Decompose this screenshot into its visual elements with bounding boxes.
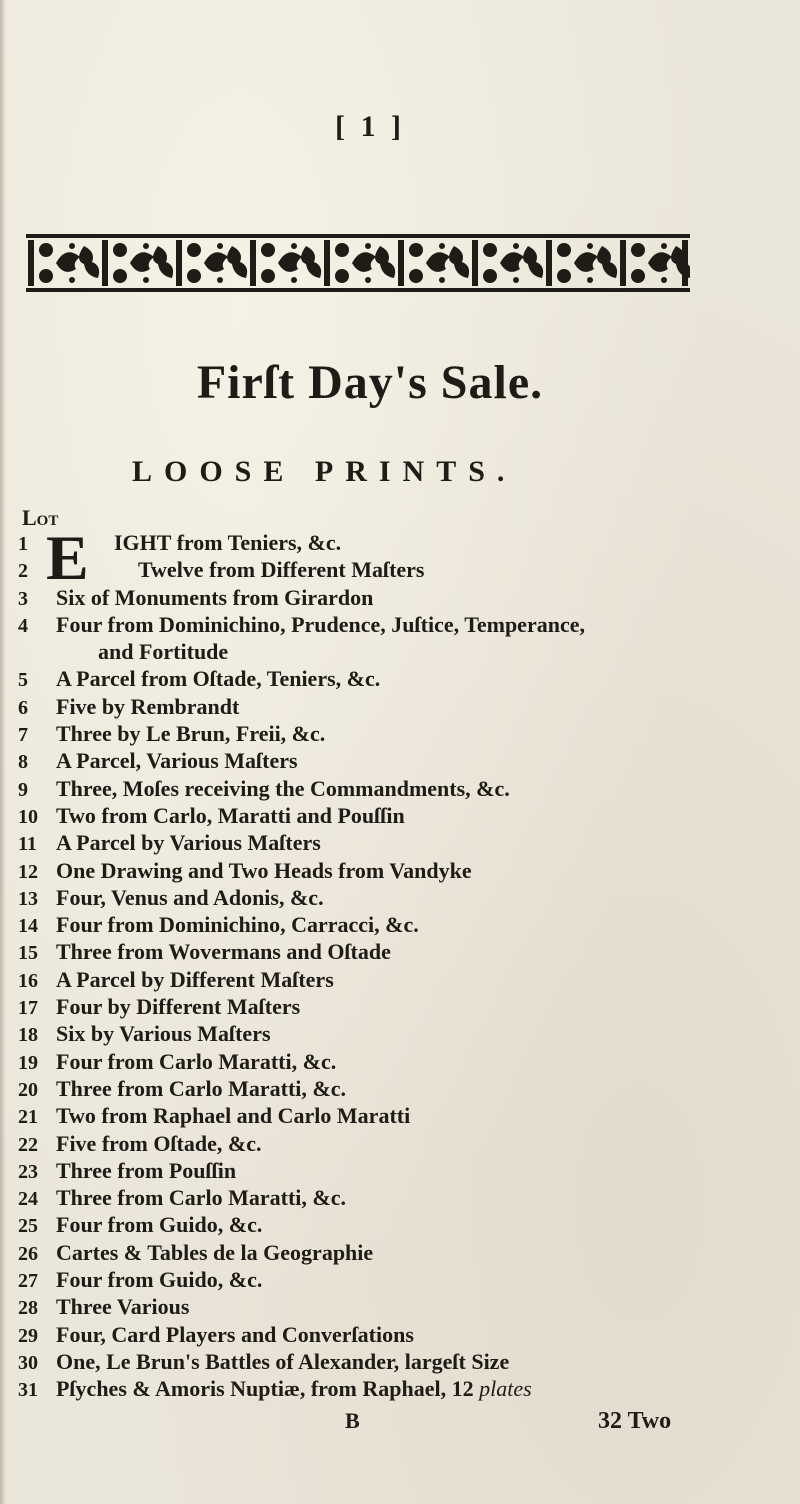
lot-description: Five from Oſtade, &c.: [56, 1130, 262, 1156]
lot-row: [18, 748, 778, 775]
page-title: Firſt Day's Sale.: [196, 356, 544, 409]
lot-description: Three from Pouſſin: [56, 1157, 237, 1183]
lot-number: 22: [18, 1133, 38, 1156]
lot-number: 15: [18, 942, 38, 965]
lot-description: Six of Monuments from Girardon: [56, 584, 374, 610]
lot-description: A Parcel by Various Maſters: [56, 830, 321, 856]
lot-number: 26: [18, 1242, 38, 1265]
lot-number: 5: [18, 669, 28, 692]
lot-number: 16: [18, 969, 38, 992]
lot-description: One, Le Brun's Battles of Alexander, largeſt Size: [56, 1348, 510, 1374]
lot-number: 13: [18, 887, 38, 910]
lot-description: Four by Different Maſters: [56, 994, 301, 1020]
lot-number: 25: [18, 1215, 38, 1238]
lot-row: [18, 585, 778, 612]
lot-description: Five by Rembrandt: [56, 693, 240, 719]
lot-description: A Parcel from Oſtade, Teniers, &c.: [56, 666, 381, 692]
lot-row: [18, 885, 778, 912]
lot-row: [18, 1349, 778, 1376]
lot-description: Three from Carlo Maratti, &c.: [56, 1185, 346, 1211]
lot-description-italic: plates: [479, 1376, 532, 1402]
drop-cap: E: [46, 522, 89, 593]
lot-description: Twelve from Different Maſters: [138, 557, 425, 583]
lot-description-continuation: and Fortitude: [98, 639, 229, 665]
lot-number: 29: [18, 1324, 38, 1347]
lot-number: 8: [18, 751, 28, 774]
lot-number: 2: [18, 560, 28, 583]
lot-row: [18, 967, 778, 994]
lot-row: [18, 1158, 778, 1185]
lot-row: [18, 721, 778, 748]
lot-row: [18, 1240, 778, 1267]
lot-row: [18, 1049, 778, 1076]
lot-row: [18, 1322, 778, 1349]
lot-number: 3: [18, 587, 28, 610]
lot-row: [18, 994, 778, 1021]
lot-row: [18, 1294, 778, 1321]
lot-number: 31: [18, 1379, 38, 1402]
lot-number: 17: [18, 997, 38, 1020]
lot-number: 7: [18, 724, 28, 747]
lot-number: 18: [18, 1024, 38, 1047]
lot-row: [18, 912, 778, 939]
lot-description: A Parcel by Different Maſters: [56, 966, 334, 992]
lot-number: 14: [18, 915, 38, 938]
signature-mark: B: [345, 1408, 360, 1433]
lot-description: Four from Guido, &c.: [56, 1212, 263, 1238]
lot-number: 4: [18, 614, 28, 637]
lot-description: Four from Dominichino, Prudence, Juſtice, Temperance,: [56, 611, 585, 637]
page-number: [ 1 ]: [335, 110, 405, 143]
lot-description: A Parcel, Various Maſters: [56, 748, 298, 774]
lot-list: [18, 522, 778, 1404]
lot-number: 9: [18, 778, 28, 801]
lot-description: Two from Carlo, Maratti and Pouſſin: [56, 802, 405, 828]
lot-number: 23: [18, 1160, 38, 1183]
lot-row: [18, 1103, 778, 1130]
lot-row: [18, 1212, 778, 1239]
lot-description: Three Various: [56, 1294, 190, 1320]
lot-number: 11: [18, 833, 37, 856]
lot-row: [18, 1267, 778, 1294]
lot-row: [18, 830, 778, 857]
lot-description: Three from Wovermans and Oſtade: [56, 939, 391, 965]
lot-number: 6: [18, 696, 28, 719]
section-heading: LOOSE PRINTS.: [132, 455, 517, 488]
lot-description: Four, Venus and Adonis, &c.: [56, 884, 324, 910]
lot-number: 20: [18, 1078, 38, 1101]
lot-number: 12: [18, 860, 38, 883]
page-gutter-shadow: [0, 0, 6, 1504]
lot-row: [18, 557, 778, 584]
lot-row: [18, 666, 778, 693]
lot-description: Three by Le Brun, Freii, &c.: [56, 721, 326, 747]
lot-description: One Drawing and Two Heads from Vandyke: [56, 857, 472, 883]
decorative-ornament-band-icon: [26, 232, 690, 294]
lot-description: IGHT from Teniers, &c.: [114, 530, 342, 555]
lot-description: Cartes & Tables de la Geographie: [56, 1239, 374, 1265]
lot-description-main: Pſyches & Amoris Nuptiæ, from Raphael, 12: [56, 1376, 480, 1402]
lot-description: Three from Carlo Maratti, &c.: [56, 1075, 346, 1101]
lot-description: Four from Guido, &c.: [56, 1267, 263, 1293]
lot-row: [18, 1185, 778, 1212]
lot-row: [18, 530, 778, 557]
lot-row: [18, 939, 778, 966]
lot-row: [18, 858, 778, 885]
lot-number: 1: [18, 533, 28, 555]
lot-row: [18, 694, 778, 721]
lot-number: 28: [18, 1297, 38, 1320]
lot-description: [56, 1376, 778, 1402]
lot-description: Two from Raphael and Carlo Maratti: [56, 1103, 411, 1129]
lot-description: Four, Card Players and Converſations: [56, 1321, 414, 1347]
lot-description: Three, Moſes receiving the Commandments, &c.: [56, 775, 510, 801]
lot-number: 19: [18, 1051, 38, 1074]
catchword: 32 Two: [598, 1408, 672, 1434]
lot-row: [18, 612, 778, 639]
lot-number: 27: [18, 1270, 38, 1293]
lot-column-header: Lot: [22, 505, 59, 530]
lot-number: 30: [18, 1351, 38, 1374]
lot-row-continuation: [18, 639, 778, 666]
lot-number: 21: [18, 1106, 38, 1129]
lot-description: Four from Dominichino, Carracci, &c.: [56, 912, 419, 938]
lot-description: Six by Various Maſters: [56, 1021, 271, 1047]
lot-row: [18, 776, 778, 803]
lot-row: [18, 1131, 778, 1158]
lot-row: [18, 1076, 778, 1103]
lot-description: Four from Carlo Maratti, &c.: [56, 1048, 337, 1074]
lot-number: 24: [18, 1188, 38, 1211]
lot-row: [18, 1021, 778, 1048]
lot-row: [18, 1376, 778, 1403]
lot-number: 10: [18, 805, 38, 828]
lot-row: [18, 803, 778, 830]
